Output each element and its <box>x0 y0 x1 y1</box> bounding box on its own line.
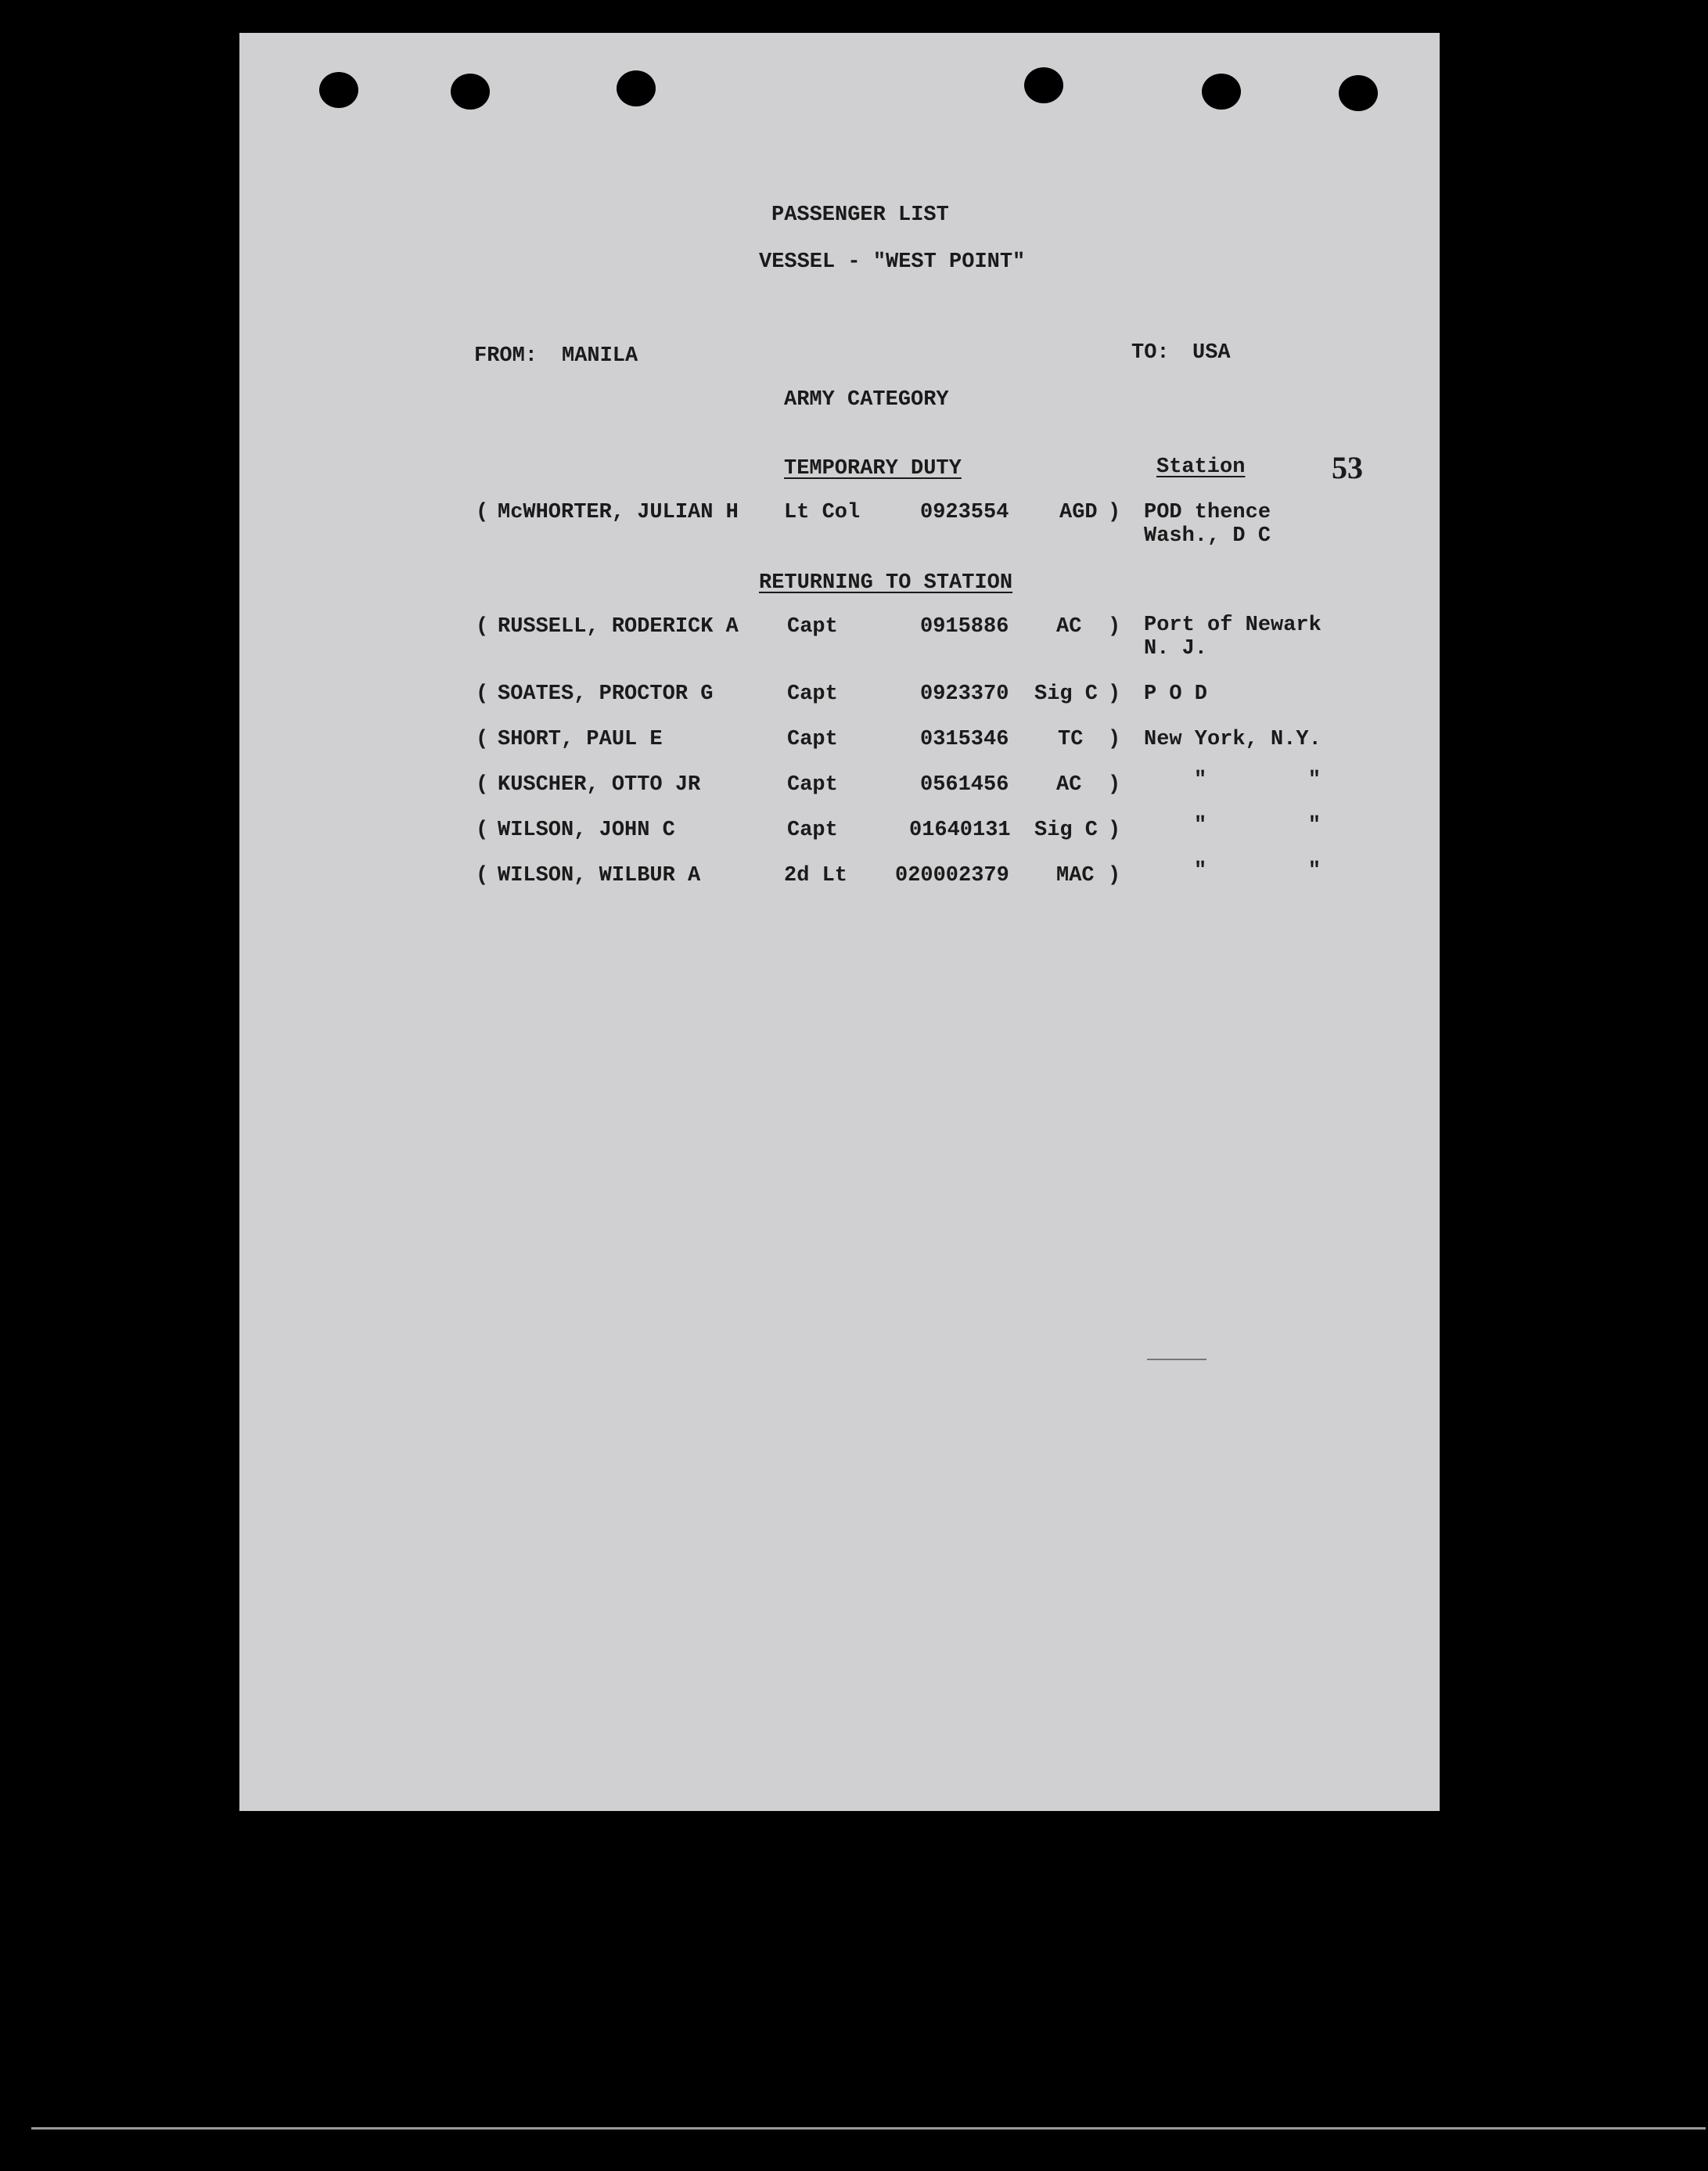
row-open-paren: ( <box>476 819 489 842</box>
passenger-branch: Sig C <box>1034 819 1099 842</box>
to-label: TO: <box>1131 341 1170 365</box>
margin-mark <box>1147 1359 1206 1360</box>
document-title: PASSENGER LIST <box>771 203 949 227</box>
passenger-station-line2: Wash., D C <box>1144 524 1271 548</box>
passenger-name: SHORT, PAUL E <box>498 728 663 751</box>
punch-hole <box>1202 74 1241 110</box>
passenger-serial: 0315346 <box>920 728 1009 751</box>
station-heading: Station <box>1156 455 1246 479</box>
punch-hole <box>319 72 358 108</box>
passenger-name: WILSON, JOHN C <box>498 819 675 842</box>
passenger-station: New York, N.Y. <box>1144 728 1321 751</box>
row-close-paren: ) <box>1108 682 1121 706</box>
passenger-station: P O D <box>1144 682 1208 706</box>
passenger-rank: Capt <box>787 819 838 842</box>
passenger-rank: Capt <box>787 728 838 751</box>
category-heading: ARMY CATEGORY <box>784 388 949 412</box>
passenger-station-line2: N. J. <box>1144 637 1208 661</box>
passenger-branch: AC <box>1056 773 1082 797</box>
row-open-paren: ( <box>476 501 489 524</box>
passenger-station: " " <box>1194 814 1321 837</box>
passenger-station: POD thence <box>1144 501 1271 524</box>
passenger-branch: AC <box>1056 615 1082 639</box>
vessel-name: VESSEL - "WEST POINT" <box>759 250 1026 274</box>
passenger-rank: Lt Col <box>784 501 861 524</box>
row-close-paren: ) <box>1108 728 1121 751</box>
passenger-name: SOATES, PROCTOR G <box>498 682 714 706</box>
passenger-rank: Capt <box>787 615 838 639</box>
from-label: FROM: <box>474 344 538 368</box>
punch-hole <box>617 70 656 106</box>
passenger-station: Port of Newark <box>1144 614 1321 637</box>
passenger-branch: AGD <box>1059 501 1098 524</box>
passenger-rank: 2d Lt <box>784 864 848 887</box>
row-open-paren: ( <box>476 864 489 887</box>
passenger-name: KUSCHER, OTTO JR <box>498 773 701 797</box>
punch-hole <box>1339 75 1378 111</box>
passenger-serial: 01640131 <box>909 819 1011 842</box>
passenger-name: McWHORTER, JULIAN H <box>498 501 739 524</box>
passenger-serial: 020002379 <box>895 864 1009 887</box>
passenger-serial: 0923370 <box>920 682 1009 706</box>
returning-to-station-heading: RETURNING TO STATION <box>759 571 1013 595</box>
passenger-name: RUSSELL, RODERICK A <box>498 615 739 639</box>
row-close-paren: ) <box>1108 819 1121 842</box>
passenger-rank: Capt <box>787 773 838 797</box>
punch-hole <box>451 74 490 110</box>
row-close-paren: ) <box>1108 864 1121 887</box>
row-open-paren: ( <box>476 615 489 639</box>
to-value: USA <box>1192 341 1231 365</box>
passenger-serial: 0561456 <box>920 773 1009 797</box>
passenger-station: " " <box>1194 769 1321 792</box>
punch-hole <box>1024 67 1063 103</box>
passenger-serial: 0915886 <box>920 615 1009 639</box>
document-page <box>239 33 1440 1811</box>
scan-edge-line <box>31 2127 1706 2130</box>
page-number: 53 <box>1332 450 1363 485</box>
passenger-rank: Capt <box>787 682 838 706</box>
passenger-branch: TC <box>1058 728 1084 751</box>
row-close-paren: ) <box>1108 501 1121 524</box>
passenger-branch: Sig C <box>1034 682 1099 706</box>
row-close-paren: ) <box>1108 773 1121 797</box>
row-close-paren: ) <box>1108 615 1121 639</box>
row-open-paren: ( <box>476 682 489 706</box>
row-open-paren: ( <box>476 728 489 751</box>
temporary-duty-heading: TEMPORARY DUTY <box>784 457 962 481</box>
passenger-branch: MAC <box>1056 864 1095 887</box>
passenger-name: WILSON, WILBUR A <box>498 864 701 887</box>
passenger-serial: 0923554 <box>920 501 1009 524</box>
from-value: MANILA <box>562 344 638 368</box>
passenger-station: " " <box>1194 859 1321 883</box>
row-open-paren: ( <box>476 773 489 797</box>
